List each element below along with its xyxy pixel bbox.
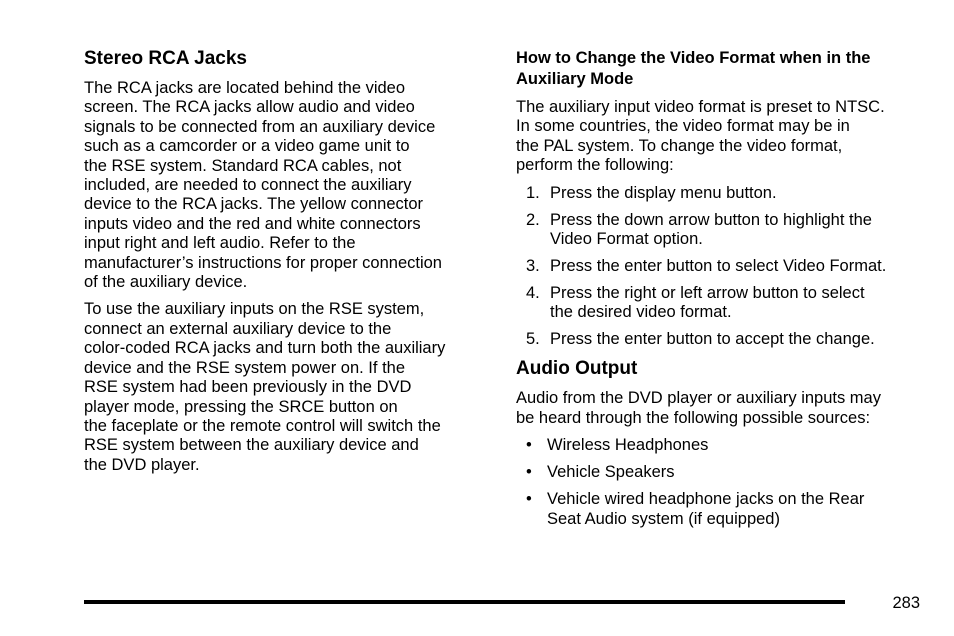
video-format-steps-list [516, 184, 926, 350]
list-item [516, 490, 926, 529]
left-column [84, 48, 484, 483]
paragraph-video-format-intro: The auxiliary input video format is preset to NTSC. In some countries, the video format may be in the PAL system. To change the video format, perform the following: [516, 98, 885, 175]
step-number: 5. [526, 330, 540, 349]
list-item [516, 211, 926, 250]
section-heading-video-format: How to Change the Video Format when in the Auxiliary Mode [516, 49, 871, 88]
list-item [516, 436, 926, 455]
bullet-icon: • [526, 436, 532, 455]
step-text: Press the enter button to select Video Format. [550, 256, 887, 275]
section-heading-stereo-rca-jacks: Stereo RCA Jacks [84, 48, 247, 69]
step-text: Press the display menu button. [550, 183, 777, 202]
step-text: Press the right or left arrow button to select the desired video format. [550, 283, 865, 322]
audio-sources-list [516, 436, 926, 529]
step-number: 1. [526, 183, 540, 202]
list-item [516, 463, 926, 482]
right-column [516, 48, 926, 536]
step-number: 4. [526, 283, 540, 302]
paragraph-rca-jacks-description: The RCA jacks are located behind the video screen. The RCA jacks allow audio and video signals to be connected from an auxiliary device such as a camcorder or a video game unit to the RSE system. Standard RCA cables, not included, are needed to connect the auxiliary device to the RCA jacks. The yellow connector inputs video and the red and white connectors input right and left audio. Refer to the manufacturer’s instructions for proper connection of the auxiliary device. [84, 79, 442, 292]
page-number: 283 [892, 594, 920, 612]
paragraph-audio-output-intro: Audio from the DVD player or auxiliary inputs may be heard through the following possible sources: [516, 389, 881, 427]
list-item [516, 284, 926, 323]
bullet-text: Vehicle wired headphone jacks on the Rear Seat Audio system (if equipped) [547, 490, 865, 528]
list-item [516, 330, 926, 349]
section-heading-audio-output: Audio Output [516, 358, 638, 380]
list-item [516, 257, 926, 276]
step-number: 2. [526, 210, 540, 229]
footer-rule [84, 600, 845, 604]
step-text: Press the down arrow button to highlight the Video Format option. [550, 210, 872, 248]
paragraph-auxiliary-inputs-usage: To use the auxiliary inputs on the RSE system, connect an external auxiliary device to the color-coded RCA jacks and turn both the auxiliary device and the RSE system power on. If the RSE system had been previously in the DVD player mode, pressing the SRCE button on the faceplate or the remote control will switch the RSE system between the auxiliary device and the DVD player. [84, 300, 446, 474]
bullet-icon: • [526, 463, 532, 482]
list-item [516, 184, 926, 203]
bullet-icon: • [526, 490, 532, 509]
bullet-text: Vehicle Speakers [547, 463, 675, 482]
step-text: Press the enter button to accept the change. [550, 330, 875, 349]
bullet-text: Wireless Headphones [547, 436, 709, 455]
step-number: 3. [526, 256, 540, 275]
